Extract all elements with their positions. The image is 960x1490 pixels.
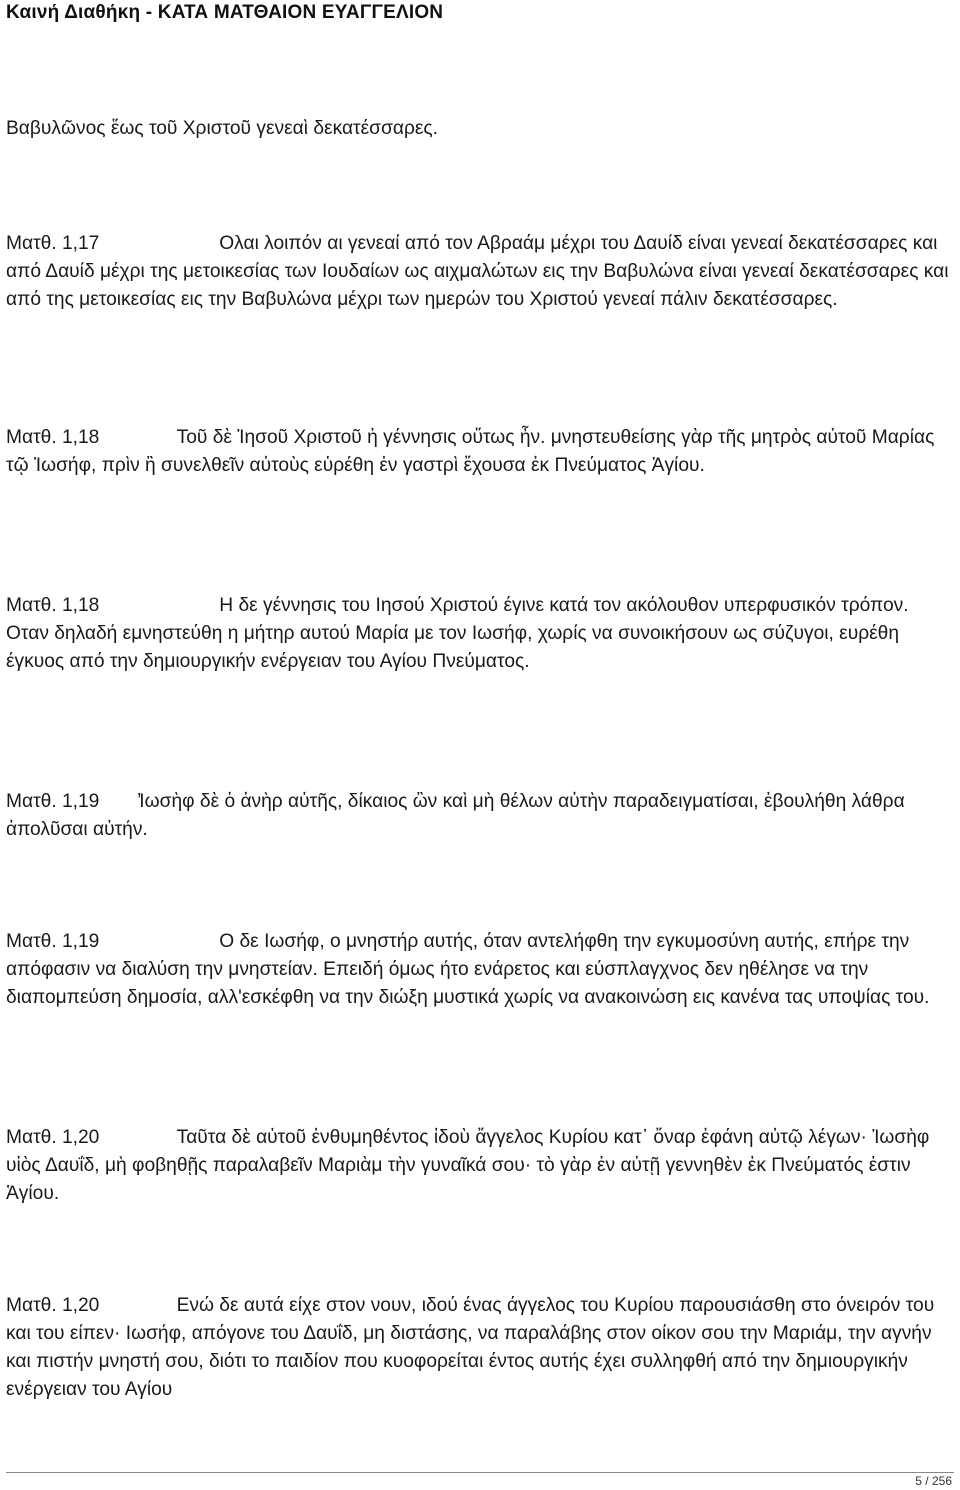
verse-paragraph-7: Ματθ. 1,20 Ταῦτα δὲ αὐτοῦ ἐνθυμηθέντος ἰδοὺ ἄγγελος Κυρίου κατ᾿ ὄναρ ἐφάνη αὐτῷ λέγων· Ἰωσὴφ υἱὸς Δαυΐδ, μὴ φοβηθῇς παραλαβεῖν Μαριὰμ τὴν γυναῖκά σου· τὸ γὰρ ἐν αὐτῇ γεννηθὲν ἐκ Πνεύματός ἐστιν Ἁγίου. <box>6 1127 935 1204</box>
verse-paragraph-1: Βαβυλῶνος ἕως τοῦ Χριστοῦ γενεαὶ δεκατέσσαρες. <box>6 118 438 139</box>
verse-paragraph-2: Ματθ. 1,17 Ολαι λοιπόν αι γενεαί από τον Αβραάμ μέχρι του Δαυίδ είναι γενεαί δεκατέσσαρες και από Δαυίδ μέχρι της μετοικεσίας των Ιουδαίων ως αιχμαλώτων εις την Βαβυλώνα είναι γενεαί δεκατέσσαρες και από της μετοικεσίας εις την Βαβυλώνα μέχρι των ημερών του Χριστού γενεαί πάλιν δεκατέσσαρες. <box>6 233 954 310</box>
verse-paragraph-8: Ματθ. 1,20 Ενώ δε αυτά είχε στον νουν, ιδού ένας άγγελος του Κυρίου παρουσιάσθη στο όνειρόν του και του είπεν· Ιωσήφ, απόγονε του Δαυΐδ, μη διστάσης, να παραλάβης στον οίκον σου την Μαριάμ, την αγνήν και πιστήν μνηστή σου, διότι το παιδίον που κυοφορείται έντος αυτής έχει συλληφθή από την δημιουργικήν ενέργειαν του Αγίου <box>6 1295 940 1400</box>
page-number: 5 / 256 <box>915 1474 952 1488</box>
verse-paragraph-4: Ματθ. 1,18 Η δε γέννησις του Ιησού Χριστού έγινε κατά τον ακόλουθον υπερφυσικόν τρόπον. Οταν δηλαδή εμνηστεύθη η μήτηρ αυτού Μαρία με τον Ιωσήφ, χωρίς να συνοικήσουν ως σύζυγοι, ευρέθη έγκυος από την δημιουργικήν ενέργειαν του Αγίου Πνεύματος. <box>6 595 914 672</box>
verse-paragraph-6: Ματθ. 1,19 Ο δε Ιωσήφ, ο μνηστήρ αυτής, όταν αντελήφθη την εγκυμοσύνη αυτής, επήρε την απόφασιν να διαλύση την μνηστείαν. Επειδή όμως ήτο ενάρετος και εύσπλαγχνος δεν ηθέλησε να την διαπομπεύση δημοσία, αλλ'εσκέφθη να την διώξη μυστικά χωρίς να ανακοινώση εις κανένα τας υποψίας του. <box>6 931 930 1008</box>
verse-paragraph-3: Ματθ. 1,18 Τοῦ δὲ Ἰησοῦ Χριστοῦ ἡ γέννησις οὕτως ἦν. μνηστευθείσης γὰρ τῆς μητρὸς αὐτοῦ Μαρίας τῷ Ἰωσήφ, πρὶν ἢ συνελθεῖν αὐτοὺς εὑρέθη ἐν γαστρὶ ἔχουσα ἐκ Πνεύματος Ἁγίου. <box>6 427 940 476</box>
footer-divider <box>6 1472 954 1473</box>
verse-paragraph-5: Ματθ. 1,19 ̓Ιωσὴφ δὲ ὁ ἀνὴρ αὐτῆς, δίκαιος ὢν καὶ μὴ θέλων αὐτὴν παραδειγματίσαι, ἐβουλήθη λάθρα ἀπολῦσαι αὐτήν. <box>6 791 911 840</box>
document-title: Καινή Διαθήκη - ΚΑΤΑ ΜΑΤΘΑΙΟΝ ΕΥΑΓΓΕΛΙΟΝ <box>6 2 444 23</box>
